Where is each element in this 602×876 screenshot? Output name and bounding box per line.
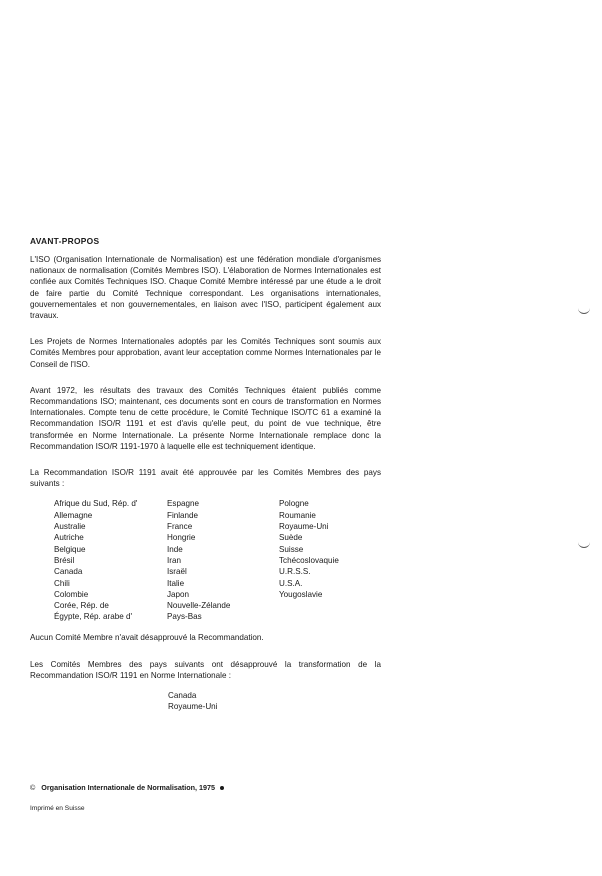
margin-mark-icon [578, 541, 590, 548]
country-item: Israël [167, 567, 187, 577]
country-item: Nouvelle-Zélande [167, 601, 231, 611]
country-column-1 [54, 498, 137, 622]
country-item: Égypte, Rép. arabe d' [54, 612, 133, 622]
country-item: Royaume-Uni [279, 522, 329, 532]
section-heading: AVANT-PROPOS [30, 236, 100, 246]
country-item: France [167, 522, 193, 532]
paragraph-recommendation-history: Avant 1972, les résultats des travaux des Comités Techniques étaient publiés comme Recommandations ISO; maintenant, ces documents sont en cours de transformation en Normes Internationales. Compte tenu de cette procédure, le Comité Technique ISO/TC 61 a examiné la Recommandation ISO/R 1191 et est d'avis qu'elle peut, du point de vue technique, être transformée en Norme Internationale. La présente Norme Internationale remplace donc la Recommandation ISO/R 1191-1970 à laquelle elle est techniquement identique. [30, 385, 381, 451]
country-item: Inde [167, 544, 183, 554]
copyright-symbol: © [30, 783, 36, 792]
country-item: Japon [167, 589, 190, 599]
country-item: Iran [167, 555, 181, 565]
country-item: Autriche [54, 533, 84, 543]
country-item: Canada [54, 567, 83, 577]
paragraph-no-disapproval: Aucun Comité Membre n'avait désapprouvé la Recommandation. [30, 633, 264, 643]
country-item: Afrique du Sud, Rép. d' [54, 499, 138, 509]
country-item: Espagne [167, 499, 199, 509]
country-item: Italie [167, 578, 185, 588]
country-item: Hongrie [167, 533, 196, 543]
country-item: Pays-Bas [167, 612, 202, 622]
country-item: Yougoslavie [279, 589, 323, 599]
country-column-2 [167, 498, 230, 622]
paragraph-approval-intro: La Recommandation ISO/R 1191 avait été approuvée par les Comités Membres des pays suivants : [30, 468, 381, 489]
country-item: U.S.A. [279, 578, 303, 588]
country-item: Suisse [279, 544, 304, 554]
country-item: Royaume-Uni [168, 702, 218, 712]
country-item: U.R.S.S. [279, 567, 311, 577]
country-item: Allemagne [54, 510, 93, 520]
country-item: Brésil [54, 555, 75, 565]
bullet-icon [220, 786, 224, 790]
country-item: Tchécoslovaquie [279, 555, 339, 565]
foreword-section [30, 236, 381, 713]
paragraph-draft-standards: Les Projets de Normes Internationales adoptés par les Comités Techniques sont soumis aux Comités Membres pour approbation, avant leur acceptation comme Normes Internationales par le Conseil de l'ISO. [30, 337, 381, 369]
country-item: Colombie [54, 589, 89, 599]
country-item: Chili [54, 578, 70, 588]
copyright-text: Organisation Internationale de Normalisation, 1975 [41, 783, 216, 792]
country-item: Roumanie [279, 510, 316, 520]
paragraph-disapproval-intro: Les Comités Membres des pays suivants ont désapprouvé la transformation de la Recommandation ISO/R 1191 en Norme Internationale : [30, 659, 381, 680]
country-item: Australie [54, 522, 86, 532]
country-item: Canada [168, 691, 197, 701]
country-item: Corée, Rép. de [54, 601, 109, 611]
country-item: Finlande [167, 510, 199, 520]
copyright-line [30, 783, 224, 793]
margin-mark-icon [578, 307, 590, 314]
paragraph-iso-intro: L'ISO (Organisation Internationale de Normalisation) est une fédération mondiale d'organismes nationaux de normalisation (Comités Membres ISO). L'élaboration de Normes Internationales est confiée aux Comités Techniques ISO. Chaque Comité Membre intéressé par une étude a le droit de faire partie du Comité Technique correspondant. Les organisations internationales, gouvernementales et non gouvernementales, en liaison avec l'ISO, participent également aux travaux. [30, 255, 381, 321]
country-item: Suède [279, 533, 303, 543]
printed-in-line: Imprimé en Suisse [30, 805, 85, 812]
country-column-3 [279, 498, 339, 600]
approving-countries-list [30, 498, 381, 622]
country-item: Pologne [279, 499, 309, 509]
disapproving-countries-list [168, 690, 381, 713]
country-item: Belgique [54, 544, 86, 554]
